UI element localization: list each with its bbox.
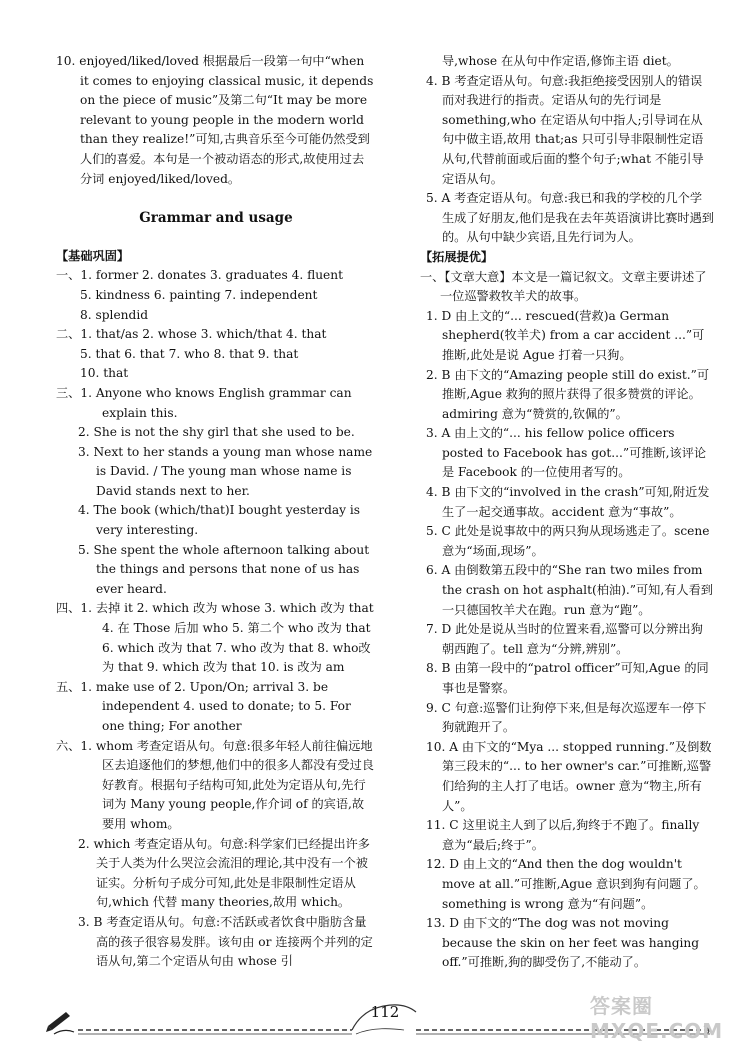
q6-item-1: 六、1. whom 考查定语从句。句意:很多年轻人前往偏远地区去追逐他们的梦想,他们中的很多人都没有受过良好教育。根据句子结构可知,此处为定语从句,先行词为 Many young people,作介词 of 的宾语,故要用 whom。 (56, 738, 374, 831)
q3-item-5: 5. She spent the whole afternoon talking about the things and persons that none of us has ever heard. (78, 542, 370, 596)
answer-5: 5. C 此处是说事故中的两只狗从现场逃走了。scene 意为“场面,现场”。 (426, 524, 710, 558)
q6-item-2: 2. which 考查定语从句。句意:科学家们已经提出许多关于人类为什么哭泣会流泪的理论,其中没有一个被证实。分析句子成分可知,此处是非限制性定语从句,which 代替 many theories,故用 which。 (78, 836, 370, 910)
answer-4: 4. B 由下文的“involved in the crash”可知,附近发生了一起交通事故。accident 意为“事故”。 (426, 485, 710, 519)
answer-7: 7. D 此处是说从当时的位置来看,巡警可以分辨出狗朝西跑了。tell 意为“分辨,辨别”。 (426, 622, 703, 656)
q3-item-3: 3. Next to her stands a young man whose name is David. / The young man whose name is David stands next to her. (78, 444, 373, 498)
answer-8: 8. B 由第一段中的“patrol officer”可知,Ague 的同事也是警察。 (426, 661, 709, 695)
q6-item-3-continued: 导,whose 在从句中作定语,修饰主语 diet。 (442, 54, 679, 68)
answer-3: 3. A 由上文的“... his fellow police officers posted to Facebook has got...”可推断,该评论是 Facebook 的一位使用者写的。 (426, 426, 707, 480)
watermark-logo: 答案圈 MXQE.COM (590, 994, 724, 1043)
answer-6: 6. A 由倒数第五段中的“She ran two miles from the crash on hot asphalt(柏油).”可知,有人看到一只德国牧羊犬在跑。run 意为“跑”。 (426, 563, 713, 617)
q3-item-2: 2. She is not the shy girl that she used to be. (78, 425, 355, 440)
right-column (420, 52, 714, 973)
answer-11: 11. C 这里说主人到了以后,狗终于不跑了。finally 意为“最后;终于”。 (426, 818, 700, 852)
q1-line-b: 5. kindness 6. painting 7. independent (80, 287, 318, 302)
answer-item-10: 10. enjoyed/liked/loved 根据最后一段第一句中“when it comes to enjoying classical music, it depends on the piece of music”及第二句“It may be more relevant to young people in the modern world than they realize!”可知,古典音乐至今可能仍然受到人们的喜爱。本句是一个被动语态的形式,故使用过去分词 enjoyed/liked/loved。 (56, 54, 374, 186)
q4-answers: 四、1. 去掉 it 2. which 改为 whose 3. which 改为 that 4. 在 Those 后加 who 5. 第二个 who 改为 that 6. which 改为 that 7. who 改为 that 8. who改为 that 9. which 改为 that 10. is 改为 am (56, 601, 374, 675)
q2-line-c: 10. that (80, 366, 129, 381)
answer-2: 2. B 由下文的“Amazing people still do exist.”可推断,Ague 救狗的照片获得了很多赞赏的评论。admiring 意为“赞赏的,钦佩的”。 (426, 367, 710, 421)
page-number: 112 (370, 1003, 400, 1021)
q1-line-a: 一、1. former 2. donates 3. graduates 4. fluent (56, 268, 344, 283)
q2-line-b: 5. that 6. that 7. who 8. that 9. that (80, 346, 299, 361)
q6-item-3: 3. B 考查定语从句。句意:不活跃或者饮食中脂肪含量高的孩子很容易发胖。该句由 or 连接两个并列的定语从句,第二个定语从句由 whose 引 (78, 914, 373, 969)
q5-answers: 五、1. make use of 2. Upon/On; arrival 3. be independent 4. used to donate; to 5. For one thing; For another (56, 679, 351, 733)
pen-icon (46, 1012, 74, 1034)
passage-summary: 一、【文章大意】本文是一篇记叙文。文章主要讲述了一位巡警救牧羊犬的故事。 (420, 269, 707, 304)
answer-1: 1. D 由上文的“... rescued(营救)a German shepherd(牧羊犬) from a car accident ...”可推断,此处是说 Ague 打着一只狗。 (426, 308, 705, 362)
q1-line-c: 8. splendid (80, 307, 149, 322)
section-title: Grammar and usage (139, 210, 293, 227)
answer-9: 9. C 句意:巡警们让狗停下来,但是每次巡逻车一停下狗就跑开了。 (426, 700, 707, 735)
answer-13: 13. D 由下文的“The dog was not moving because the skin on her feet was hanging off.”可推断,狗的脚受伤了,不能动了。 (426, 916, 700, 970)
q6-item-4: 4. B 考查定语从句。句意:我拒绝接受因别人的错误而对我进行的指责。定语从句的先行词是 something,who 在定语从句中指人;引导词在从句中做主语,故用 that;as 只可引导非限制性定语从句,代替前面或后面的整个句子;what 不能引导定语从句。 (426, 73, 704, 186)
q2-line-a: 二、1. that/as 2. whose 3. which/that 4. that (56, 327, 327, 342)
extension-header: 【拓展提优】 (420, 249, 494, 264)
left-column (56, 52, 376, 972)
q6-item-5: 5. A 考查定语从句。句意:我已和我的学校的几个学生成了好朋友,他们是我在去年英语演讲比赛时遇到的。从句中缺少宾语,且先行词为人。 (426, 191, 714, 245)
answer-10: 10. A 由下文的“Mya ... stopped running.”及倒数第三段末的“... to her owner's car.”可推断,巡警们给狗的主人打了电话。owner 意为“物主,所有人”。 (426, 739, 712, 813)
q3-item-4: 4. The book (which/that)I bought yesterday is very interesting. (78, 503, 361, 538)
answer-12: 12. D 由上文的“And then the dog wouldn't move at all.”可推断,Ague 意识到狗有问题了。something is wrong 意为“有问题”。 (426, 857, 706, 911)
q3-item-1: 三、1. Anyone who knows English grammar can explain this. (56, 385, 352, 420)
basic-header: 【基础巩固】 (56, 248, 130, 263)
